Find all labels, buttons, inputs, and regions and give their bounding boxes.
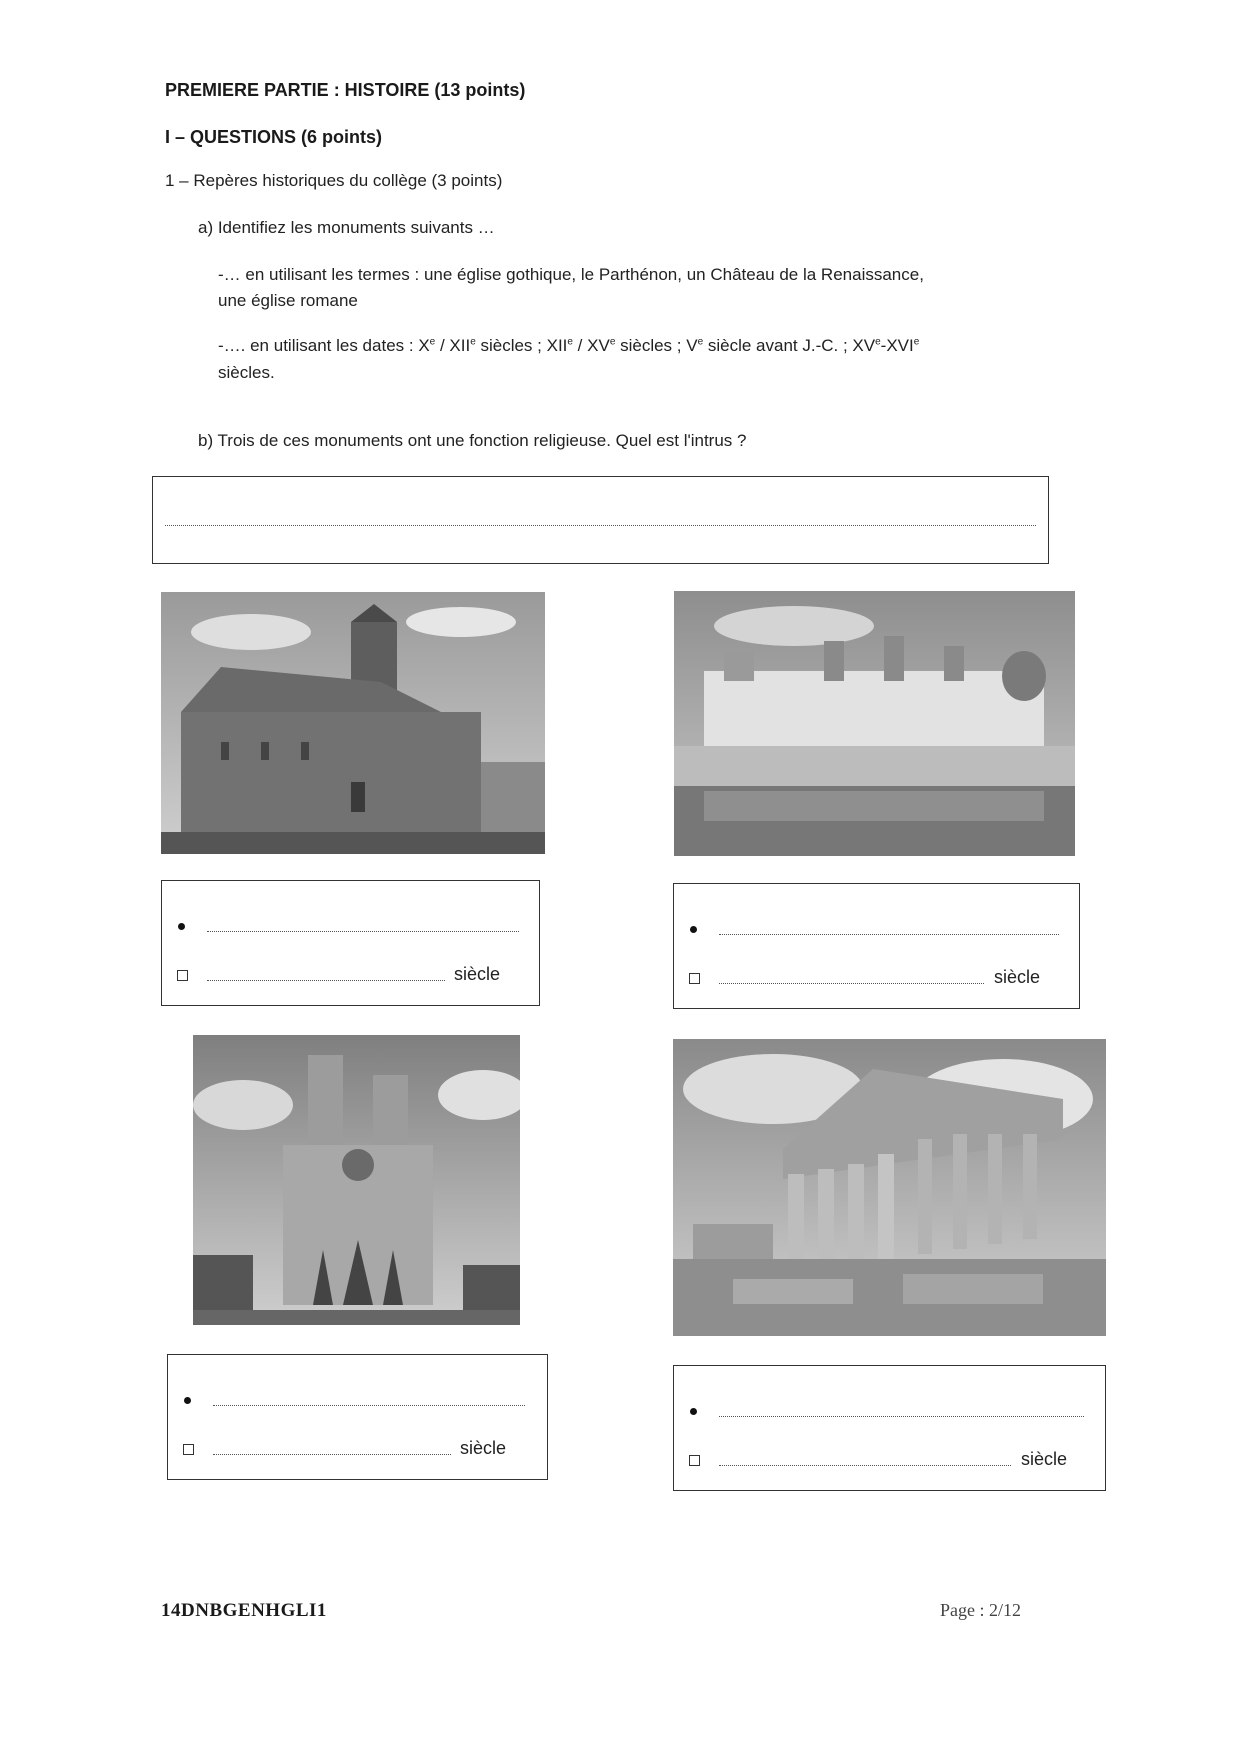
- monument-name-line[interactable]: [207, 931, 519, 932]
- renaissance-castle-photo: [674, 591, 1075, 856]
- answer-box-parthenon[interactable]: [673, 1365, 1106, 1491]
- checkbox-square-icon: [177, 970, 188, 981]
- bullet-icon: [690, 926, 697, 933]
- bullet-icon: [178, 923, 185, 930]
- siecle-label: siècle: [1021, 1449, 1068, 1469]
- document-code: 14DNBGENHGLI1: [161, 1600, 327, 1621]
- checkbox-square-icon: [689, 973, 700, 984]
- answer-box-romanesque-church[interactable]: [161, 880, 540, 1006]
- checkbox-square-icon: [183, 1444, 194, 1455]
- siecle-label: siècle: [460, 1438, 507, 1458]
- siecle-label: siècle: [994, 967, 1041, 987]
- answer-box-renaissance-castle[interactable]: [673, 883, 1080, 1009]
- bullet-icon: [690, 1408, 697, 1415]
- instruction-a: a) Identifiez les monuments suivants …: [198, 218, 495, 237]
- century-line[interactable]: [213, 1454, 451, 1455]
- question-title: 1 – Repères historiques du collège (3 points): [165, 171, 503, 190]
- monument-name-line[interactable]: [719, 934, 1059, 935]
- intrus-answer-line[interactable]: [165, 525, 1036, 526]
- century-line[interactable]: [207, 980, 445, 981]
- intrus-answer-box[interactable]: [152, 476, 1049, 564]
- century-line[interactable]: [719, 983, 984, 984]
- part-title: PREMIERE PARTIE : HISTOIRE (13 points): [165, 80, 526, 100]
- checkbox-square-icon: [689, 1455, 700, 1466]
- century-line[interactable]: [719, 1465, 1011, 1466]
- instruction-dates-line1: -…. en utilisant les dates : Xe / XIIe siècles ; XIIe / XVe siècles ; Ve siècle avant J.-C. ; XVe-XVIe: [218, 336, 920, 355]
- page-number: Page : 2/12: [940, 1600, 1021, 1620]
- instruction-terms-line2: une église romane: [218, 291, 358, 310]
- monument-name-line[interactable]: [719, 1416, 1084, 1417]
- instruction-terms-line1: -… en utilisant les termes : une église gothique, le Parthénon, un Château de la Renaissance,: [218, 265, 924, 284]
- siecle-label: siècle: [454, 964, 501, 984]
- gothic-cathedral-photo: [193, 1035, 520, 1325]
- instruction-b: b) Trois de ces monuments ont une fonction religieuse. Quel est l'intrus ?: [198, 431, 747, 450]
- instruction-dates-line2: siècles.: [218, 363, 275, 382]
- parthenon-photo: [673, 1039, 1106, 1336]
- romanesque-church-photo: [161, 592, 545, 854]
- monument-name-line[interactable]: [213, 1405, 525, 1406]
- answer-box-gothic-cathedral[interactable]: [167, 1354, 548, 1480]
- bullet-icon: [184, 1397, 191, 1404]
- section-title: I – QUESTIONS (6 points): [165, 127, 383, 147]
